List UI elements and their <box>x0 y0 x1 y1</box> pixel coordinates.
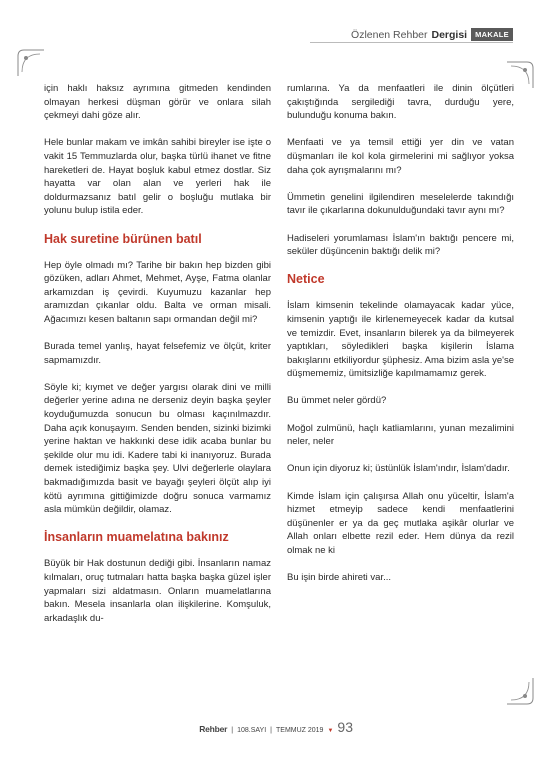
paragraph: Menfaati ve ya temsil ettiği yer din ve vatan düşmanları ile kol kola girmelerini mi sağlıyor yoksa daha çok ayrışmalarını mı? <box>287 137 514 176</box>
magazine-name: Özlenen Rehber <box>351 28 428 41</box>
section-tag: MAKALE <box>471 28 513 41</box>
paragraph: Bu ümmet neler gördü? <box>287 395 387 407</box>
left-column <box>44 82 271 639</box>
page-header <box>351 28 513 41</box>
footer-date: TEMMUZ 2019 <box>276 727 324 734</box>
page-footer <box>199 719 353 735</box>
section-heading: İnsanların muamelatına bakınız <box>44 530 229 545</box>
paragraph: Hele bunlar makam ve imkân sahibi bireyler ise işte o vakit 15 Temmuzlarda olur, başka türlü ihanet ve fitne hareketleri de. Hayat boşluk kabul etmez dostlar. Siz hayatta var olan alan ve yerleri hak ile doldurmazsanız batıl gelir o boşluğu mutlaka bir yolunu bulup istila eder. <box>44 137 271 217</box>
paragraph: Burada temel yanlış, hayat felsefemiz ve ölçüt, kriter sapmamızdır. <box>44 341 271 366</box>
section-heading: Netice <box>287 272 325 287</box>
paragraph: rumlarına. Ya da menfaatleri ile dinin ölçütleri çakıştığında sergilediği tavra, durduğu yere, bulunduğu konuma bakın. <box>287 83 514 122</box>
paragraph: Moğol zulmünü, haçlı katliamlarını, yunan mezalimini neler, neler <box>287 422 514 448</box>
paragraph: Söyle ki; kıymet ve değer yargısı olarak dini ve milli değerler yerine adına ne derseniz deyin başka şeyler koyduğumuzda sonucun bu olması kaçınılmazdır. Daha açık konuşayım. Senden benden, sizinki bizimki yerine haktan ve hakkınki dese idik acaba bunlar bu şekilde olur mu idi. Kadere tabi ki inanıyoruz. Burada demek istediğimiz başka şey. Ulvi değerlerle olaylara bakmadığımızda basit ve bayağı şeyleri ölçüt alıp iyi kötü ayrımına gittiğimizde doğru sonuca varmamız asla mümkün değildir, olamaz. <box>44 381 271 516</box>
triangle-icon: ▼ <box>327 728 334 734</box>
paragraph: Hadiseleri yorumlaması İslam'ın baktığı pencere mi, seküler düşüncenin baktığı delik mi? <box>287 232 514 258</box>
paragraph: için haklı haksız ayrımına gitmeden kendinden olmayan herkesi düşman görür ve onlara silah çekmeyi dahi göze alır. <box>44 83 271 122</box>
magazine-name-bold: Dergisi <box>431 28 468 41</box>
paragraph: Bu işin birde ahireti var... <box>287 572 392 584</box>
paragraph: Büyük bir Hak dostunun dediği gibi. İnsanların namaz kılmaları, oruç tutmaları hatta başka başka güzel işler yapmaları sizi aldatmasın. Onların muamelatlarına bakın. Mesela insanlarla olan ilişkilerine. Komşuluk, arkadaşlık du- <box>44 558 271 624</box>
footer-brand: Rehber <box>199 724 228 734</box>
paragraph: Ümmetin genelini ilgilendiren meselelerde takındığı tavır ile çıkarlarına dokunulduğundaki tavır aynı mı? <box>287 191 514 217</box>
page-number: 93 <box>337 719 353 735</box>
paragraph: Onun için diyoruz ki; üstünlük İslam'ındır, İslam'dadır. <box>287 463 510 475</box>
footer-issue: 108.SAYI <box>237 727 267 734</box>
right-column <box>287 82 514 598</box>
footer-separator: | <box>231 727 234 734</box>
footer-separator: | <box>270 727 272 734</box>
ornament-top-left-icon <box>16 48 46 78</box>
paragraph: Hep öyle olmadı mı? Tarihe bir bakın hep bizden gibi gözüken, adları Ahmet, Mehmet, Ayşe, Fatma olanlar arkamızdan iş çevirdi. Kuyumuzu kazanlar hep aramızdan çıkanlar oldu. Balta ve orman misali. Ağacımızı kesen baltanın sapı ormandan değil mi? <box>44 259 271 325</box>
ornament-bottom-right-icon <box>505 676 535 706</box>
paragraph: Kimde İslam için çalışırsa Allah onu yüceltir, İslam'a hizmet etmeyip sadece kendi menfaatlerini düşünenler er ya da geç mutlaka aşikâr olurlar ve Allah onları elbette rezil eder. Hem dünya da rezil olmak ne ki <box>287 490 514 556</box>
header-rule <box>310 42 513 43</box>
section-heading: Hak suretine bürünen batıl <box>44 231 202 246</box>
paragraph: İslam kimsenin tekelinde olamayacak kadar yüce, kimsenin yaptığı ile kirlenemeyecek kadar da kutsal ve temizdir. Evet, insanların bilerek ya da bilmeyerek yaptıkları, söyledikleri başka kişilerin İslama bakışlarını etkiliyordur şüphesiz. Ama bizim asla ye'se düşmememiz, ümitsizliğe kapılmamamız gerek. <box>287 300 514 380</box>
